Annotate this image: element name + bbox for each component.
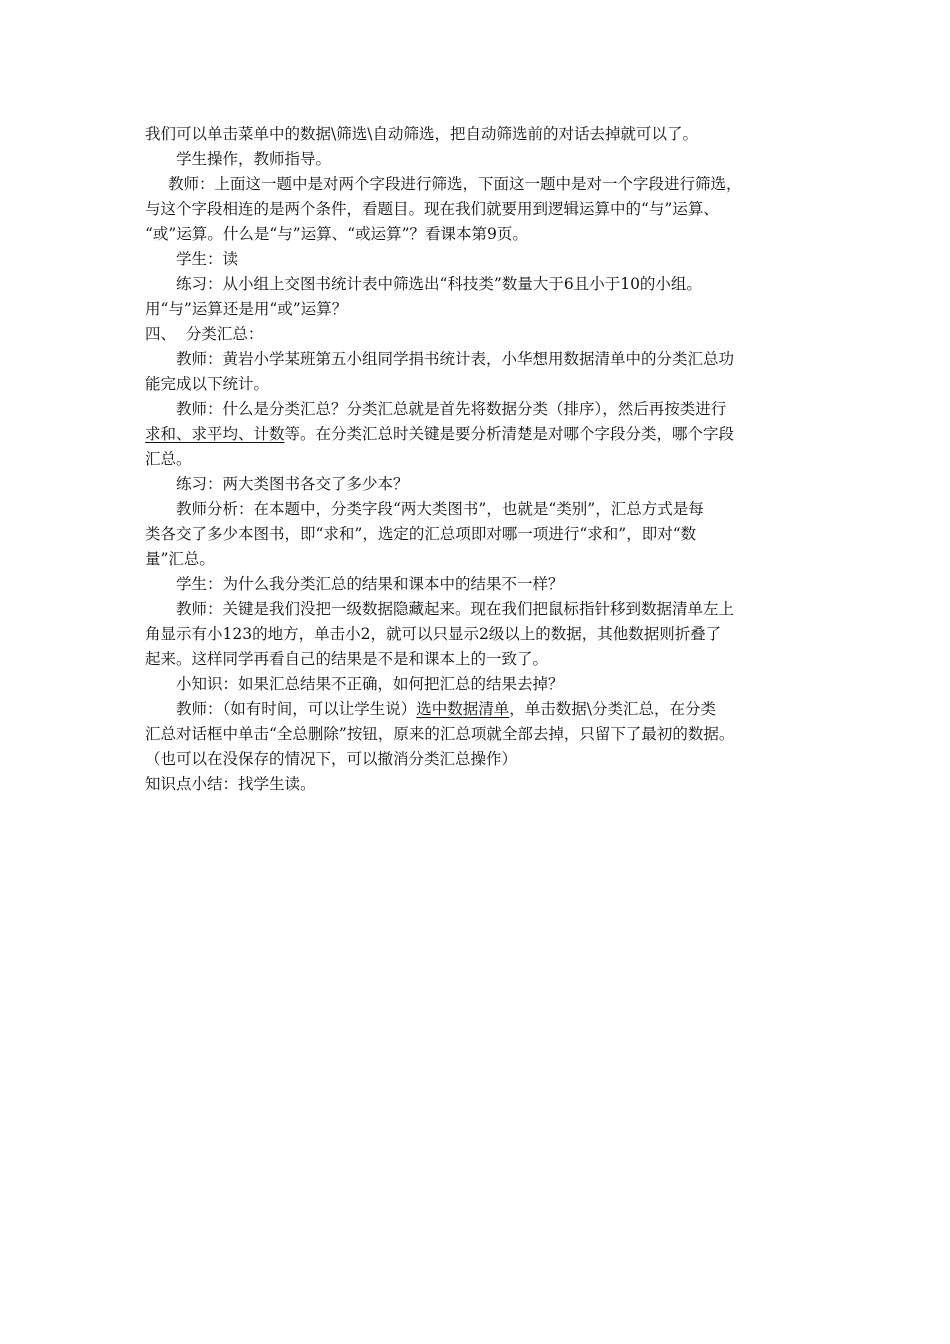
text-line bbox=[145, 422, 813, 447]
text-line: 教师：黄岩小学某班第五小组同学捐书统计表，小华想用数据清单中的分类汇总功 bbox=[176, 350, 735, 368]
text-line: 起来。这样同学再看自己的结果是不是和课本上的一致了。 bbox=[145, 650, 549, 668]
text-line: “或”运算。什么是“与”运算、“或运算”？看课本第9页。 bbox=[145, 225, 528, 243]
text-line: 汇总。 bbox=[145, 450, 192, 468]
text-line bbox=[145, 697, 813, 722]
text-line: 与这个字段相连的是两个条件，看题目。现在我们就要用到逻辑运算中的“与”运算、 bbox=[145, 200, 719, 218]
text-line: 练习：两大类图书各交了多少本？ bbox=[176, 475, 409, 493]
text-segment: ，单击数据\分类汇总，在分类 bbox=[509, 700, 717, 718]
section-heading: 四、 分类汇总： bbox=[145, 325, 264, 343]
text-line: 学生操作，教师指导。 bbox=[176, 150, 332, 168]
text-segment: 等。在分类汇总时关键是要分析清楚是对哪个字段分类，哪个字段 bbox=[284, 425, 735, 443]
text-line: 用“与”运算还是用“或”运算？ bbox=[145, 300, 348, 318]
text-line: 练习：从小组上交图书统计表中筛选出“科技类”数量大于6且小于10的小组。 bbox=[176, 275, 702, 293]
underlined-text: 求和、求平均、计数 bbox=[145, 425, 285, 443]
text-line: 教师：上面这一题中是对两个字段进行筛选，下面这一题中是对一个字段进行筛选， bbox=[168, 175, 742, 193]
text-segment: 教师：（如有时间，可以让学生说） bbox=[176, 700, 417, 718]
text-line: 学生：为什么我分类汇总的结果和课本中的结果不一样？ bbox=[176, 575, 564, 593]
underlined-text: 选中数据清单 bbox=[416, 700, 510, 718]
document-page bbox=[145, 122, 813, 797]
text-line: 我们可以单击菜单中的数据\筛选\自动筛选，把自动筛选前的对话去掉就可以了。 bbox=[145, 125, 698, 143]
text-line: 汇总对话框中单击“全总删除”按钮，原来的汇总项就全部去掉，只留下了最初的数据。 bbox=[145, 725, 735, 743]
text-line: 教师：什么是分类汇总？分类汇总就是首先将数据分类（排序），然后再按类进行 bbox=[176, 400, 727, 418]
text-line: 学生：读 bbox=[176, 250, 239, 268]
text-line: 量”汇总。 bbox=[145, 550, 215, 568]
text-line: 角显示有小123的地方，单击小2，就可以只显示2级以上的数据，其他数据则折叠了 bbox=[145, 625, 722, 643]
text-line: 类各交了多少本图书，即“求和”，选定的汇总项即对哪一项进行“求和”，即对“数 bbox=[145, 525, 697, 543]
text-line: （也可以在没保存的情况下，可以撤消分类汇总操作） bbox=[145, 750, 518, 768]
text-line: 教师：关键是我们没把一级数据隐藏起来。现在我们把鼠标指针移到数据清单左上 bbox=[176, 600, 735, 618]
text-line: 能完成以下统计。 bbox=[145, 375, 270, 393]
text-line: 小知识：如果汇总结果不正确，如何把汇总的结果去掉？ bbox=[176, 675, 564, 693]
text-line: 知识点小结：找学生读。 bbox=[145, 775, 316, 793]
text-line: 教师分析：在本题中，分类字段“两大类图书”，也就是“类别”，汇总方式是每 bbox=[176, 500, 704, 518]
